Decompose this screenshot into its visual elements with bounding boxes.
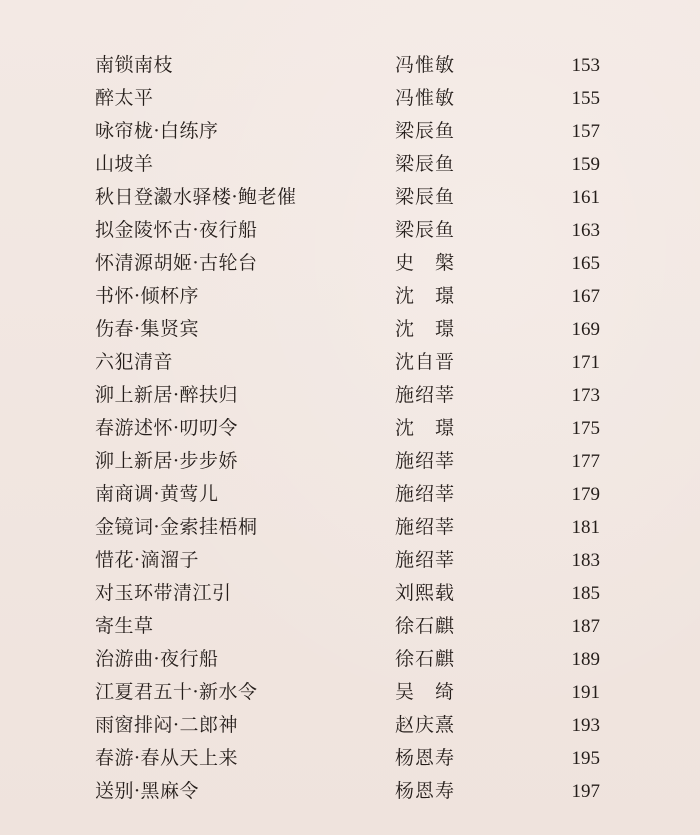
toc-entry-title: 醉太平 [95,87,154,109]
toc-entry-page: 155 [571,88,600,109]
toc-entry-title: 山坡羊 [95,153,154,175]
toc-entry-title: 六犯清音 [95,351,174,373]
toc-entry-author: 杨恩寿 [395,780,456,802]
toc-entry-author: 沈 璟 [395,318,456,340]
toc-entry-title: 江夏君五十·新水令 [95,681,258,703]
toc-entry-page: 165 [571,253,600,274]
toc-entry [0,214,700,247]
toc-entry-page: 195 [571,748,600,769]
toc-entry [0,412,700,445]
toc-entry-page: 163 [571,220,600,241]
toc-entry-title: 雨窗排闷·二郎神 [95,714,239,736]
toc-entry-page: 193 [571,715,600,736]
toc-entry [0,544,700,577]
toc-entry-title: 伤春·集贤宾 [95,318,200,340]
toc-entry-author: 冯惟敏 [395,54,456,76]
toc-entry-author: 杨恩寿 [395,747,456,769]
toc-entry-page: 183 [571,550,600,571]
toc-entry-author: 沈自晋 [395,351,456,373]
toc-entry-page: 181 [571,517,600,538]
toc-entry-title: 惜花·滴溜子 [95,549,200,571]
toc-entry-title: 咏帘栊·白练序 [95,120,219,142]
toc-entry-page: 175 [571,418,600,439]
toc-entry-author: 赵庆熹 [395,714,456,736]
toc-entry-author: 沈 璟 [395,417,456,439]
toc-entry [0,676,700,709]
toc-entry-page: 159 [571,154,600,175]
toc-entry [0,49,700,82]
toc-entry-page: 167 [571,286,600,307]
toc-entry-page: 153 [571,55,600,76]
toc-entry [0,610,700,643]
toc-entry-author: 施绍莘 [395,516,456,538]
toc-entry-title: 南锁南枝 [95,54,174,76]
toc-entry [0,82,700,115]
toc-entry-author: 徐石麒 [395,615,456,637]
toc-entry-author: 史 槃 [395,252,456,274]
toc-entry [0,742,700,775]
toc-entry-title: 治游曲·夜行船 [95,648,219,670]
toc-entry-title: 对玉环带清江引 [95,582,232,604]
toc-entry [0,709,700,742]
toc-entry-title: 南商调·黄莺儿 [95,483,219,505]
toc-entry-title: 寄生草 [95,615,154,637]
toc-entry-title: 泖上新居·醉扶归 [95,384,239,406]
toc-entry-title: 送别·黑麻令 [95,780,200,802]
toc-entry [0,247,700,280]
toc-entry-page: 171 [571,352,600,373]
toc-entry-author: 施绍莘 [395,483,456,505]
toc-entry-author: 施绍莘 [395,549,456,571]
toc-entry-title: 拟金陵怀古·夜行船 [95,219,258,241]
toc-entry-page: 169 [571,319,600,340]
toc-entry-page: 197 [571,781,600,802]
toc-entry [0,280,700,313]
toc-entry [0,445,700,478]
toc-entry-page: 173 [571,385,600,406]
toc-entry [0,346,700,379]
toc-entry-title: 秋日登瀫水驿楼·鲍老催 [95,186,297,208]
toc-entry [0,379,700,412]
toc-entry [0,148,700,181]
toc-entry-page: 187 [571,616,600,637]
toc-entry-author: 梁辰鱼 [395,153,456,175]
toc-entry-page: 177 [571,451,600,472]
toc-entry [0,313,700,346]
toc-entry [0,775,700,808]
toc-entry-title: 金镜词·金索挂梧桐 [95,516,258,538]
toc-entry-title: 书怀·倾杯序 [95,285,200,307]
toc-entry-page: 191 [571,682,600,703]
toc-entry-page: 157 [571,121,600,142]
toc-entry [0,511,700,544]
toc-entry [0,181,700,214]
toc-entry-title: 泖上新居·步步娇 [95,450,239,472]
toc-entry-page: 179 [571,484,600,505]
table-of-contents [0,49,700,808]
toc-entry-author: 梁辰鱼 [395,219,456,241]
toc-entry-author: 施绍莘 [395,384,456,406]
toc-entry-author: 沈 璟 [395,285,456,307]
toc-entry-page: 185 [571,583,600,604]
toc-entry-author: 刘熙载 [395,582,456,604]
toc-entry [0,478,700,511]
toc-entry [0,643,700,676]
toc-entry-title: 怀清源胡姬·古轮台 [95,252,258,274]
toc-entry [0,577,700,610]
toc-entry [0,115,700,148]
toc-entry-author: 吴 绮 [395,681,456,703]
toc-entry-title: 春游述怀·叨叨令 [95,417,239,439]
toc-entry-author: 冯惟敏 [395,87,456,109]
toc-entry-author: 梁辰鱼 [395,120,456,142]
toc-entry-author: 梁辰鱼 [395,186,456,208]
toc-entry-page: 161 [571,187,600,208]
toc-entry-title: 春游·春从天上来 [95,747,239,769]
toc-entry-author: 徐石麒 [395,648,456,670]
toc-entry-page: 189 [571,649,600,670]
toc-entry-author: 施绍莘 [395,450,456,472]
